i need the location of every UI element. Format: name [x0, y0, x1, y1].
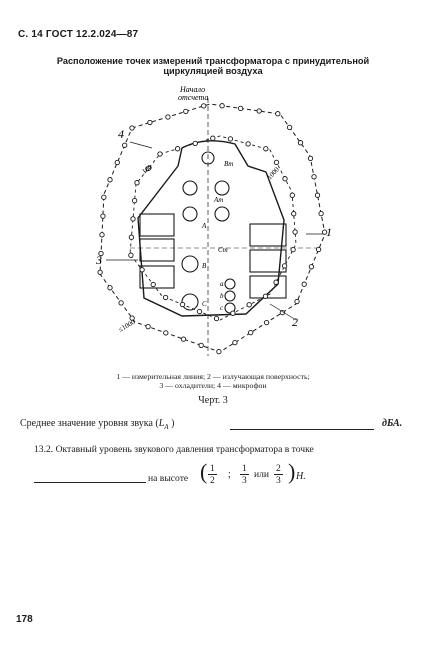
measurement-point — [264, 320, 268, 324]
start-label-1: Начало — [180, 85, 206, 94]
average-label-text: Среднее значение уровня звука ( — [20, 418, 159, 429]
measurement-point — [119, 301, 123, 305]
height-label: на высоте — [148, 473, 189, 484]
average-subscript: A — [164, 423, 169, 431]
measurement-point — [135, 181, 139, 185]
figure-caption: Черт. 3 — [198, 395, 228, 406]
measurement-point — [287, 125, 291, 129]
fraction-1-2 — [208, 463, 217, 486]
figure-title-line-2: циркуляцией воздуха — [163, 66, 263, 76]
measurement-point — [180, 302, 184, 306]
fraction-1-3-den: 3 — [242, 475, 247, 486]
transformer-measurement-diagram — [70, 84, 370, 364]
measurement-point — [315, 193, 319, 197]
measurement-point — [302, 282, 306, 286]
average-sound-level-label — [20, 418, 174, 431]
measurement-point — [316, 247, 320, 251]
measurement-point — [249, 330, 253, 334]
measurement-point — [295, 299, 299, 303]
measurement-point — [163, 295, 167, 299]
fraction-1-2-den: 2 — [210, 475, 215, 486]
legend-line-1: 1 — измерительная линия; 2 — излучающая поверхность; — [116, 372, 310, 381]
measurement-point — [308, 156, 312, 160]
measurement-point — [148, 120, 152, 124]
measurement-point — [293, 230, 297, 234]
measurement-point — [146, 324, 150, 328]
height-suffix: H. — [296, 471, 306, 482]
measurement-point — [246, 142, 250, 146]
point-label-Cm: Cm — [218, 246, 228, 254]
point-label-a: a — [220, 280, 224, 288]
legend-line-2: 3 — охладители; 4 — микрофон — [159, 381, 267, 390]
measurement-point — [292, 212, 296, 216]
dim-top-right: 1000 — [265, 165, 281, 182]
measurement-point — [291, 247, 295, 251]
close-paren: ) — [288, 459, 296, 484]
fraction-2-3 — [274, 463, 283, 486]
measurement-point — [197, 309, 201, 313]
measurement-point — [228, 137, 232, 141]
measurement-point — [98, 270, 102, 274]
measurement-point — [132, 198, 136, 202]
average-symbol: L — [158, 418, 165, 429]
fraction-1-3 — [240, 463, 249, 486]
point-label-Bm: Bm — [224, 160, 234, 168]
measurement-point — [140, 268, 144, 272]
measurement-point — [108, 178, 112, 182]
point-label-A: A — [202, 222, 207, 230]
measurement-point — [102, 195, 106, 199]
average-unit: дБА. — [382, 418, 403, 429]
measurement-point — [274, 160, 278, 164]
callout-3: 3 — [96, 253, 102, 267]
measurement-point — [115, 160, 119, 164]
fraction-2-3-den: 3 — [276, 475, 281, 486]
measurement-point — [309, 265, 313, 269]
fraction-1-2-num: 1 — [210, 463, 215, 474]
measurement-point — [131, 217, 135, 221]
point-label-Am: Am — [214, 196, 224, 204]
measurement-point — [282, 264, 286, 268]
section-13-2-text: 13.2. Октавный уровень звукового давления трансформатора в точке — [34, 444, 314, 455]
average-close: ) — [171, 418, 175, 429]
measurement-point — [231, 311, 235, 315]
measurement-point — [247, 303, 251, 307]
transformer-tank — [138, 141, 284, 316]
or-text: или — [254, 469, 270, 480]
measurement-point — [175, 147, 179, 151]
measurement-point — [214, 316, 218, 320]
measurement-point — [211, 136, 215, 140]
bushings — [182, 152, 235, 313]
page-number: 178 — [16, 614, 33, 625]
page-header: С. 14 ГОСТ 12.2.024—87 — [18, 29, 139, 40]
average-value-blank[interactable] — [230, 429, 374, 430]
measurement-point — [263, 294, 267, 298]
measurement-point — [151, 282, 155, 286]
dim-bottom-left: ≤1000 — [117, 317, 137, 334]
point-label-c: c — [220, 304, 224, 312]
measurement-point — [312, 175, 316, 179]
measurement-point — [100, 233, 104, 237]
measurement-point — [129, 235, 133, 239]
measurement-point — [130, 126, 134, 130]
measurement-point — [101, 214, 105, 218]
measurement-point — [264, 147, 268, 151]
measurement-point — [276, 112, 280, 116]
measurement-point — [158, 152, 162, 156]
measurement-point — [233, 340, 237, 344]
measurement-point — [290, 193, 294, 197]
measurement-point — [257, 109, 261, 113]
point-label-B: B — [202, 262, 207, 270]
coolers-left — [140, 214, 174, 288]
measurement-point — [217, 349, 221, 353]
point-label-C: C — [202, 300, 207, 308]
callout-1: 1 — [326, 225, 332, 239]
measurement-point — [184, 109, 188, 113]
measurement-point — [199, 343, 203, 347]
measurement-point — [238, 106, 242, 110]
measurement-point — [108, 286, 112, 290]
measurement-point — [319, 211, 323, 215]
fraction-1-3-num: 1 — [242, 463, 247, 474]
dim-top-left: 100 — [140, 163, 154, 176]
start-label-2: отсчета — [178, 93, 209, 102]
measurement-point — [283, 177, 287, 181]
fraction-2-3-num: 2 — [276, 463, 281, 474]
measurement-point — [123, 143, 127, 147]
measurement-point — [220, 104, 224, 108]
measurement-point — [193, 141, 197, 145]
measurement-point — [202, 104, 206, 108]
measurement-point — [166, 115, 170, 119]
measurement-point — [164, 331, 168, 335]
measurement-point — [298, 141, 302, 145]
measurement-point — [129, 253, 133, 257]
measurement-point — [274, 280, 278, 284]
measurement-point — [181, 337, 185, 341]
figure-title-line-1: Расположение точек измерений трансформатора с принудительной — [56, 56, 370, 66]
callout-2: 2 — [292, 315, 298, 329]
separator: ; — [228, 469, 231, 480]
point-label-b: b — [220, 292, 224, 300]
point-blank[interactable] — [34, 482, 146, 483]
radiating-surface-line — [130, 136, 296, 320]
callout-4: 4 — [118, 127, 124, 141]
open-paren: ( — [200, 459, 208, 484]
